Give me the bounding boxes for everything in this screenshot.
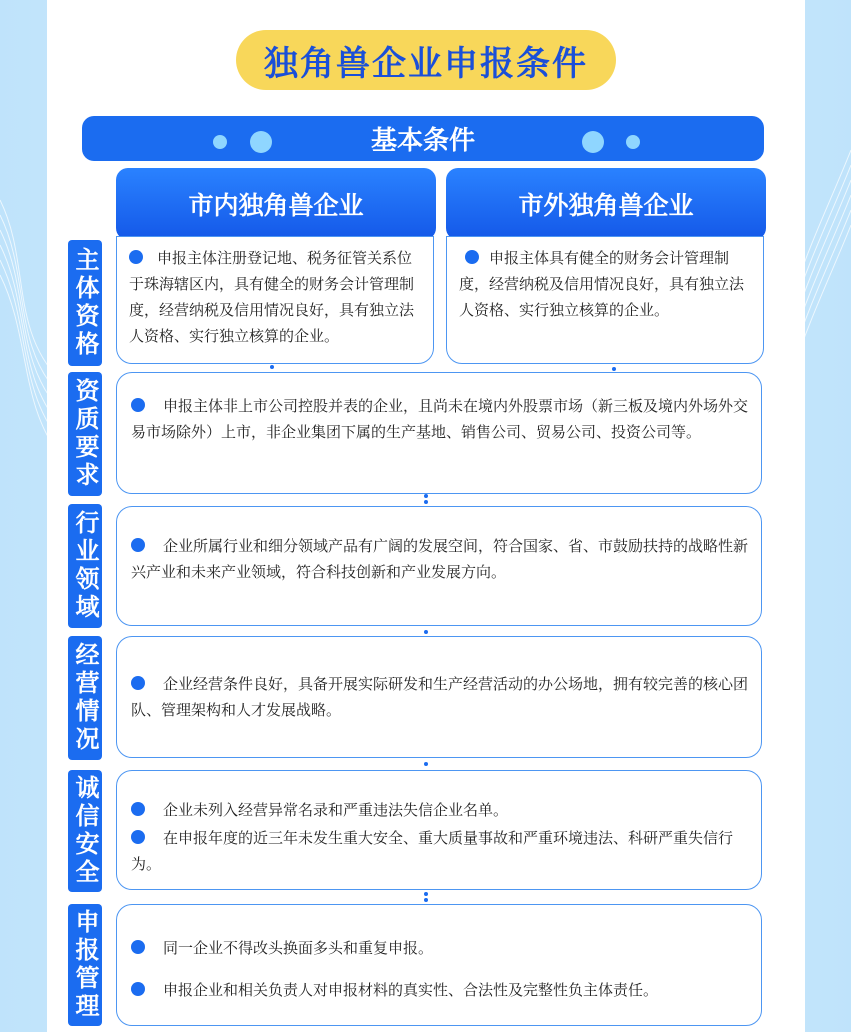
section-label-text: 诚信安全 (71, 775, 99, 887)
section-label-text: 经营情况 (71, 642, 99, 754)
section-label-qualification (68, 372, 102, 496)
basic-conditions-label: 基本条件 (370, 126, 475, 156)
section-label-management (68, 904, 102, 1026)
connector-dot (424, 898, 428, 902)
bullet-icon (129, 250, 143, 264)
qualification-box (116, 372, 762, 494)
column-header-external: 市外独角兽企业 (446, 168, 766, 240)
subject-local-box (116, 236, 434, 364)
subject-local-text: 申报主体注册登记地、税务征管关系位于珠海辖区内，具有健全的财务会计管理制度，经营纳税及信用情况良好，具有独立法人资格、实行独立核算的企业。 (129, 249, 415, 345)
industry-box (116, 506, 762, 626)
section-label-text: 申报管理 (71, 909, 99, 1021)
management-item-2: 申报企业和相关负责人对申报材料的真实性、合法性及完整性负主体责任。 (163, 981, 659, 999)
section-label-text: 资质要求 (71, 378, 99, 490)
bullet-icon (131, 538, 145, 552)
bullet-icon (465, 250, 479, 264)
management-item-1: 同一企业不得改头换面多头和重复申报。 (163, 939, 434, 957)
bullet-icon (131, 982, 145, 996)
integrity-item-1: 企业未列入经营异常名录和严重违法失信企业名单。 (163, 801, 509, 819)
section-label-subject (68, 240, 102, 366)
basic-conditions-bar (82, 116, 764, 161)
qualification-text: 申报主体非上市公司控股并表的企业，且尚未在境内外股票市场（新三板及境内外场外交易市场除外）上市，非企业集团下属的生产基地、销售公司、贸易公司、投资公司等。 (131, 397, 749, 441)
bullet-icon (131, 802, 145, 816)
connector-dot (424, 500, 428, 504)
decorative-dot (213, 135, 227, 149)
section-label-text: 行业领域 (71, 510, 99, 622)
connector-dot (424, 630, 428, 634)
subject-external-text: 申报主体具有健全的财务会计管理制度，经营纳税及信用情况良好，具有独立法人资格、实行独立核算的企业。 (459, 249, 745, 319)
list-item (131, 977, 749, 1003)
section-label-operation (68, 636, 102, 760)
connector-dot (424, 494, 428, 498)
decorative-dot (582, 131, 604, 153)
list-item (131, 935, 749, 961)
bullet-icon (131, 676, 145, 690)
connector-dot (424, 762, 428, 766)
connector-dot (270, 365, 274, 369)
industry-text: 企业所属行业和细分领域产品有广阔的发展空间，符合国家、省、市鼓励扶持的战略性新兴产业和未来产业领域，符合科技创新和产业发展方向。 (131, 537, 749, 581)
bullet-icon (131, 940, 145, 954)
title-banner (236, 30, 616, 90)
decorative-dot (626, 135, 640, 149)
integrity-item-2: 在申报年度的近三年未发生重大安全、重大质量事故和严重环境违法、科研严重失信行为。 (131, 829, 734, 873)
bullet-icon (131, 398, 145, 412)
connector-dot (424, 892, 428, 896)
page-title: 独角兽企业申报条件 (264, 43, 588, 84)
bullet-icon (131, 830, 145, 844)
operation-box (116, 636, 762, 758)
list-item (131, 825, 749, 877)
management-box (116, 904, 762, 1026)
section-label-text: 主体资格 (71, 247, 99, 359)
connector-dot (612, 367, 616, 371)
decorative-dot (250, 131, 272, 153)
list-item (131, 797, 749, 823)
section-label-integrity (68, 770, 102, 892)
section-label-industry (68, 504, 102, 628)
integrity-box (116, 770, 762, 890)
operation-text: 企业经营条件良好，具备开展实际研发和生产经营活动的办公场地，拥有较完善的核心团队、管理架构和人才发展战略。 (131, 675, 749, 719)
column-header-local: 市内独角兽企业 (116, 168, 436, 240)
subject-external-box (446, 236, 764, 364)
